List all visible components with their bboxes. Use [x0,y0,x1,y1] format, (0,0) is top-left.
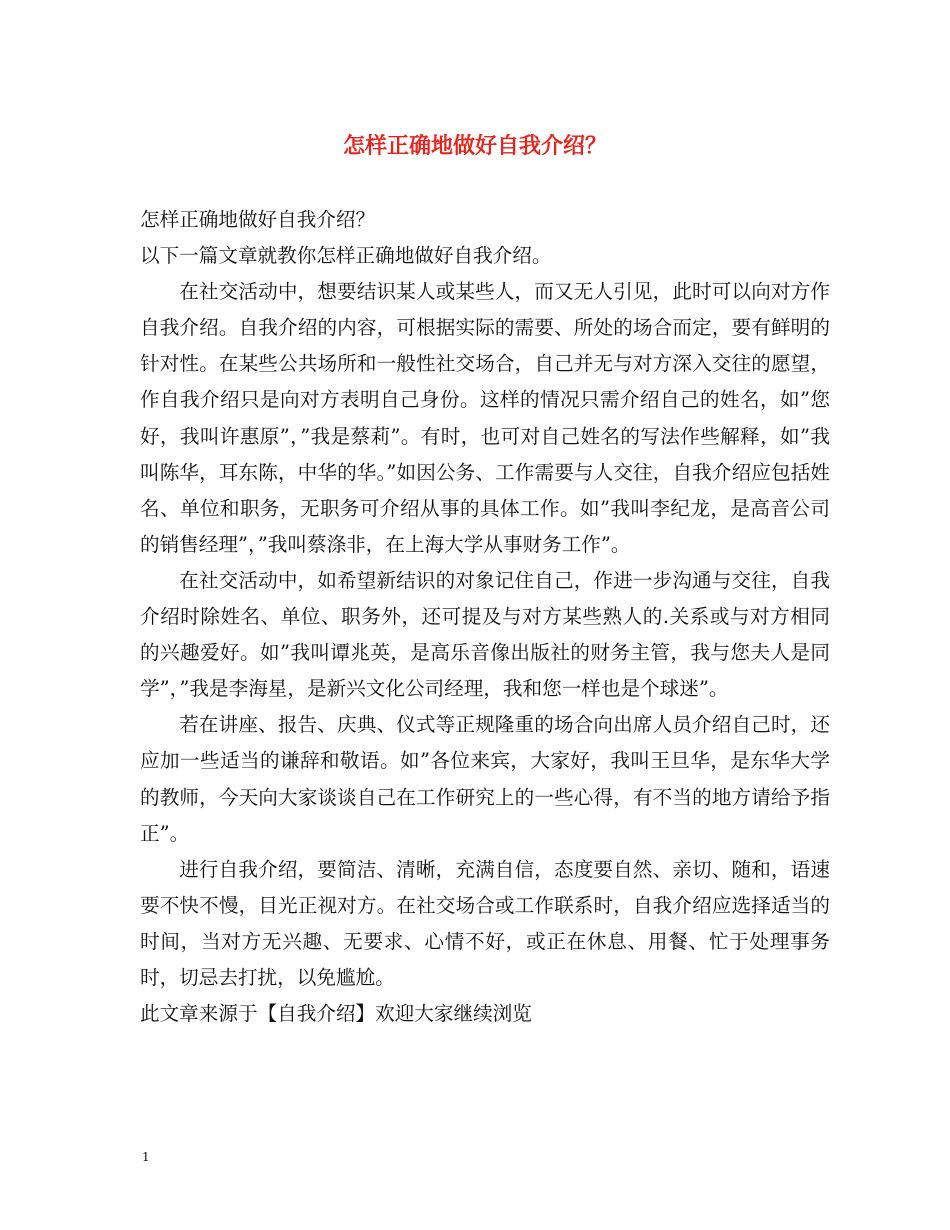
body-intro: 以下一篇文章就教你怎样正确地做好自我介绍。 [140,244,552,268]
page-number: 1 [142,1150,150,1164]
body-paragraph: 在社交活动中，如希望新结识的对象记住自己，作进一步沟通与交往，自我介绍时除姓名、单位、职务外，还可提及与对方某些熟人的.关系或与对方相同的兴趣爱好。如”我叫谭兆英，是高乐音像出版社的财务主管，我与您夫人是同学”，”我是李海星，是新兴文化公司经理，我和您一样也是个球迷”。 [140,568,830,701]
source-note: 此文章来源于【自我介绍】欢迎大家继续浏览 [140,1002,532,1026]
body-paragraph: 进行自我介绍，要简洁、清晰，充满自信，态度要自然、亲切、随和，语速要不快不慢，目光正视对方。在社交场合或工作联系时，自我介绍应选择适当的时间，当对方无兴趣、无要求、心情不好，或正在休息、用餐、忙于处理事务时，切忌去打扰，以免尴尬。 [140,857,830,989]
document-title: 怎样正确地做好自我介绍？ [342,133,607,159]
body-paragraph: 若在讲座、报告、庆典、仪式等正规隆重的场合向出席人员介绍自己时，还应加一些适当的谦辞和敬语。如”各位来宾，大家好，我叫王旦华，是东华大学的教师，今天向大家谈谈自己在工作研究上的一些心得，有不当的地方请给予指正”。 [140,713,830,845]
body-subtitle: 怎样正确地做好自我介绍？ [140,208,376,231]
body-paragraph: 在社交活动中，想要结识某人或某些人，而又无人引见，此时可以向对方作自我介绍。自我介绍的内容，可根据实际的需要、所处的场合而定，要有鲜明的针对性。在某些公共场所和一般性社交场合，自己并无与对方深入交往的愿望，作自我介绍只是向对方表明自己身份。这样的情况只需介绍自己的姓名，如”您好，我叫许惠原”，”我是蔡莉”。有时，也可对自己姓名的写法作些解释，如”我叫陈华，耳东陈，中华的华。”如因公务、工作需要与人交往，自我介绍应包括姓名、单位和职务，无职务可介绍从事的具体工作。如”我叫李纪龙，是高音公司的销售经理”，”我叫蔡涤非，在上海大学从事财务工作”。 [140,280,830,556]
document-body [140,202,830,1032]
